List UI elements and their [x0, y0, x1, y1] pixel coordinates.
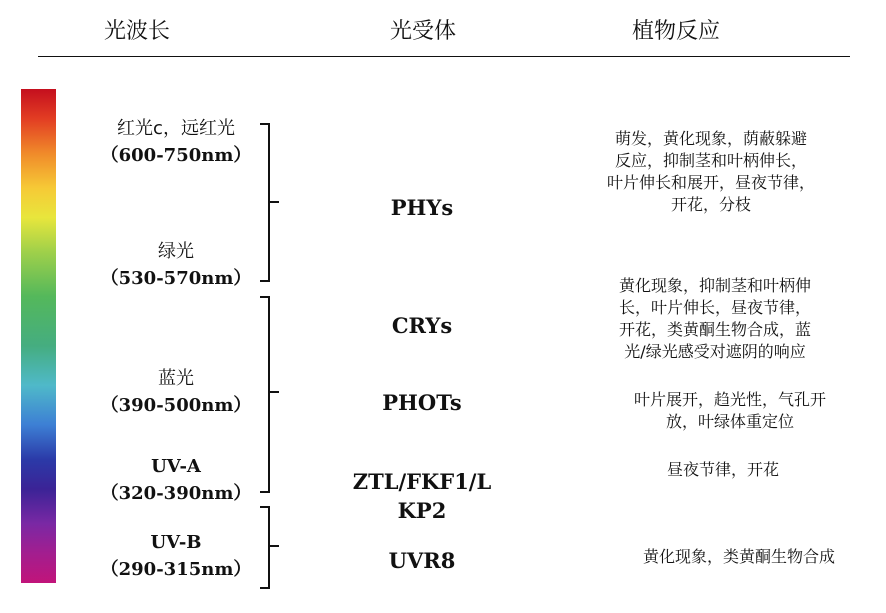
- bracket-cry-phot: [260, 296, 270, 493]
- wavelength-range: （390-500nm）: [100, 395, 252, 416]
- response-uvr8: [610, 546, 868, 568]
- bracket-uvr8: [260, 506, 270, 589]
- wavelength-range: （600-750nm）: [100, 145, 252, 166]
- header-divider: [38, 56, 850, 57]
- response-line: 叶片展开，趋光性，气孔开: [633, 390, 826, 409]
- wavelength-name: 绿光: [158, 241, 194, 262]
- response-line: 放，叶绿体重定位: [665, 412, 794, 431]
- wavelength-name: 红光c，远红光: [117, 118, 235, 139]
- wavelength-blue: [92, 365, 260, 419]
- photoreceptor-phys: PHYs: [390, 195, 454, 220]
- wavelength-uv-b: [92, 529, 260, 583]
- response-line: 黄化现象，抑制茎和叶柄伸: [618, 276, 811, 295]
- wavelength-name: UV-A: [151, 456, 201, 477]
- wavelength-range: （530-570nm）: [100, 268, 252, 289]
- header-plant-response: 植物反应: [632, 19, 721, 44]
- wavelength-red-far-red: [92, 115, 260, 169]
- response-line: 开花，类黄酮生物合成，蓝: [618, 320, 811, 339]
- photoreceptor-phots: PHOTs: [382, 390, 462, 415]
- response-phots: [600, 389, 860, 433]
- response-line: 光/绿光感受对遮阴的响应: [624, 342, 806, 361]
- wavelength-green: [92, 238, 260, 292]
- response-crys: [590, 275, 840, 363]
- wavelength-range: （320-390nm）: [100, 483, 252, 504]
- response-phys: [576, 128, 846, 216]
- bracket-uvr8-tick: [270, 545, 279, 547]
- spectrum-color-bar: [21, 89, 56, 583]
- response-line: 昼夜节律，开花: [666, 460, 779, 479]
- wavelength-uv-a: [92, 453, 260, 507]
- header-photoreceptor: 光受体: [390, 19, 457, 44]
- photoreceptor-uvr8: UVR8: [388, 548, 456, 573]
- response-line: 黄化现象，类黄酮生物合成: [642, 547, 835, 566]
- photoreceptor-name-line: ZTL/FKF1/L: [352, 469, 492, 494]
- response-line: 反应，抑制茎和叶柄伸长，: [614, 151, 807, 170]
- response-ztl: [600, 459, 846, 481]
- photoreceptor-name-line: KP2: [397, 498, 447, 523]
- photoreceptor-ztl-fkf1-lkp2: [340, 467, 504, 525]
- response-line: 开花，分枝: [670, 195, 751, 214]
- wavelength-name: UV-B: [150, 532, 202, 553]
- photoreceptor-crys: CRYs: [391, 313, 453, 338]
- bracket-phys-tick: [270, 201, 279, 203]
- response-line: 长，叶片伸长，昼夜节律，: [618, 298, 811, 317]
- response-line: 叶片伸长和展开，昼夜节律，: [606, 173, 815, 192]
- wavelength-name: 蓝光: [158, 368, 194, 389]
- response-line: 萌发，黄化现象，荫蔽躲避: [614, 129, 807, 148]
- bracket-phys: [260, 123, 270, 282]
- wavelength-range: （290-315nm）: [100, 559, 252, 580]
- header-wavelength: 光波长: [104, 19, 171, 44]
- bracket-cry-phot-tick: [270, 391, 279, 393]
